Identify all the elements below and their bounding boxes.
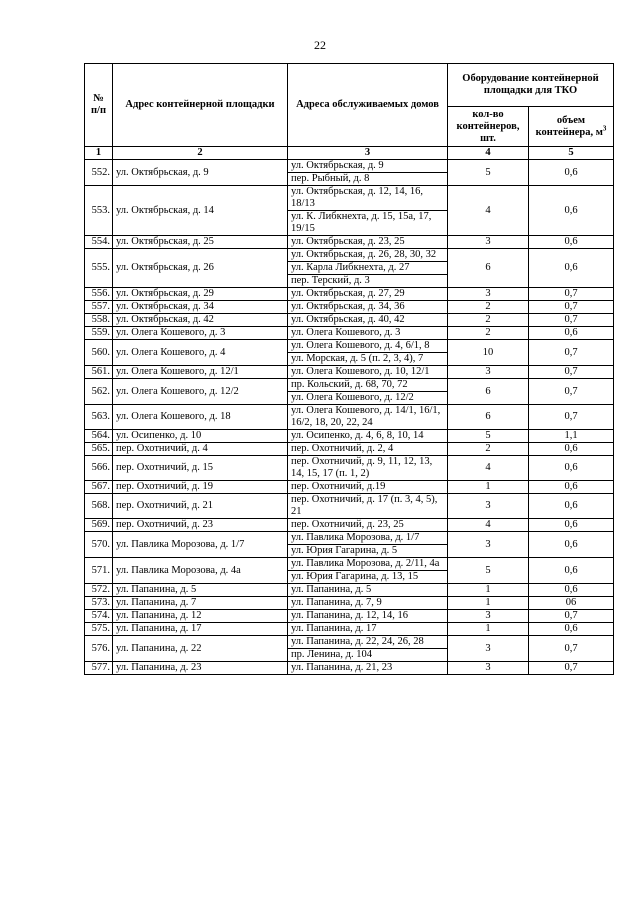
container-volume: 0,6 [529,623,614,636]
container-volume: 0,7 [529,662,614,675]
table-row [85,597,614,610]
served-house-address: ул. Октябрьская, д. 26, 28, 30, 32 [288,249,448,262]
container-volume: 06 [529,597,614,610]
platform-address: пер. Охотничий, д. 15 [113,456,288,481]
container-volume: 0,7 [529,288,614,301]
served-house-address: пер. Терский, д. 3 [288,275,448,288]
header-volume-sup: 3 [602,124,607,132]
served-house-address: ул. К. Либкнехта, д. 15, 15а, 17, 19/15 [288,211,448,236]
index-cell: 3 [288,147,448,160]
served-house-address: ул. Октябрьская, д. 40, 42 [288,314,448,327]
container-count: 2 [448,327,529,340]
container-count: 1 [448,623,529,636]
platform-address: ул. Октябрьская, д. 25 [113,236,288,249]
container-volume: 1,1 [529,430,614,443]
served-house-address: ул. Юрия Гагарина, д. 5 [288,545,448,558]
row-number: 577. [85,662,113,675]
served-house-address: пер. Охотничий, д. 9, 11, 12, 13, 14, 15, 17 (п. 1, 2) [288,456,448,481]
served-house-address: ул. Олега Кошевого, д. 4, 6/1, 8 [288,340,448,353]
container-count: 5 [448,430,529,443]
container-volume: 0,7 [529,610,614,623]
row-number: 567. [85,481,113,494]
container-volume: 0,7 [529,340,614,366]
table-row [85,662,614,675]
container-volume: 0,6 [529,249,614,288]
table-row [85,301,614,314]
served-house-address: пер. Рыбный, д. 8 [288,173,448,186]
platform-address: ул. Олега Кошевого, д. 12/2 [113,379,288,405]
container-volume: 0,6 [529,481,614,494]
served-house-address: пр. Кольский, д. 68, 70, 72 [288,379,448,392]
platform-address: пер. Охотничий, д. 23 [113,519,288,532]
served-house-address: ул. Олега Кошевого, д. 12/2 [288,392,448,405]
served-house-address: ул. Павлика Морозова, д. 2/11, 4а [288,558,448,571]
table-row [85,405,614,430]
index-cell: 4 [448,147,529,160]
container-volume: 0,6 [529,186,614,236]
table-row [85,160,614,173]
row-number: 570. [85,532,113,558]
container-count: 3 [448,636,529,662]
container-sites-table [84,63,614,675]
row-number: 566. [85,456,113,481]
platform-address: ул. Осипенко, д. 10 [113,430,288,443]
page-number: 22 [314,38,326,52]
table-row [85,249,614,262]
platform-address: ул. Октябрьская, д. 14 [113,186,288,236]
platform-address: пер. Охотничий, д. 21 [113,494,288,519]
row-number: 572. [85,584,113,597]
served-house-address: ул. Павлика Морозова, д. 1/7 [288,532,448,545]
header-houses: Адреса обслуживаемых домов [288,64,448,147]
header-volume [529,107,614,147]
platform-address: ул. Олега Кошевого, д. 12/1 [113,366,288,379]
row-number: 565. [85,443,113,456]
container-count: 3 [448,494,529,519]
container-volume: 0,6 [529,519,614,532]
row-number: 563. [85,405,113,430]
header-volume-text: объем контейнера, м [535,114,603,138]
row-number: 555. [85,249,113,288]
served-house-address: ул. Папанина, д. 22, 24, 26, 28 [288,636,448,649]
served-house-address: ул. Олега Кошевого, д. 10, 12/1 [288,366,448,379]
row-number: 552. [85,160,113,186]
table-row [85,494,614,519]
container-volume: 0,6 [529,532,614,558]
served-house-address: ул. Юрия Гагарина, д. 13, 15 [288,571,448,584]
table-row [85,186,614,211]
platform-address: ул. Октябрьская, д. 9 [113,160,288,186]
container-count: 1 [448,597,529,610]
served-house-address: ул. Морская, д. 5 (п. 2, 3, 4), 7 [288,353,448,366]
table-row [85,236,614,249]
container-count: 2 [448,314,529,327]
platform-address: ул. Папанина, д. 23 [113,662,288,675]
container-count: 6 [448,405,529,430]
container-count: 10 [448,340,529,366]
served-house-address: ул. Папанина, д. 12, 14, 16 [288,610,448,623]
platform-address: ул. Папанина, д. 12 [113,610,288,623]
container-count: 6 [448,249,529,288]
header-num: № п/п [85,64,113,147]
table-row [85,430,614,443]
container-count: 3 [448,288,529,301]
container-count: 1 [448,584,529,597]
served-house-address: пр. Ленина, д. 104 [288,649,448,662]
served-house-address: ул. Октябрьская, д. 12, 14, 16, 18/13 [288,186,448,211]
platform-address: ул. Октябрьская, д. 34 [113,301,288,314]
table-row [85,623,614,636]
container-volume: 0,6 [529,443,614,456]
table-row [85,532,614,545]
table-row [85,366,614,379]
container-volume: 0,7 [529,405,614,430]
platform-address: ул. Папанина, д. 17 [113,623,288,636]
container-volume: 0,6 [529,494,614,519]
row-number: 571. [85,558,113,584]
row-number: 569. [85,519,113,532]
header-count: кол-во контейнеров, шт. [448,107,529,147]
container-volume: 0,6 [529,558,614,584]
container-volume: 0,7 [529,379,614,405]
row-number: 562. [85,379,113,405]
container-count: 4 [448,186,529,236]
container-count: 3 [448,366,529,379]
container-count: 4 [448,456,529,481]
container-count: 1 [448,481,529,494]
served-house-address: ул. Октябрьская, д. 27, 29 [288,288,448,301]
table-row [85,584,614,597]
served-house-address: пер. Охотничий, д. 17 (п. 3, 4, 5), 21 [288,494,448,519]
container-count: 3 [448,532,529,558]
table-row [85,610,614,623]
table-body [85,160,614,675]
index-row [85,147,614,160]
table-row [85,340,614,353]
container-count: 5 [448,558,529,584]
platform-address: ул. Олега Кошевого, д. 18 [113,405,288,430]
row-number: 558. [85,314,113,327]
row-number: 564. [85,430,113,443]
row-number: 573. [85,597,113,610]
container-volume: 0,6 [529,456,614,481]
served-house-address: пер. Охотничий, д.19 [288,481,448,494]
served-house-address: ул. Октябрьская, д. 23, 25 [288,236,448,249]
container-volume: 0,7 [529,301,614,314]
table-row [85,558,614,571]
platform-address: ул. Павлика Морозова, д. 4а [113,558,288,584]
container-count: 3 [448,610,529,623]
index-cell: 1 [85,147,113,160]
platform-address: ул. Папанина, д. 7 [113,597,288,610]
table-row [85,327,614,340]
container-count: 2 [448,443,529,456]
served-house-address: пер. Охотничий, д. 23, 25 [288,519,448,532]
row-number: 576. [85,636,113,662]
served-house-address: ул. Олега Кошевого, д. 3 [288,327,448,340]
served-house-address: ул. Олега Кошевого, д. 14/1, 16/1, 16/2, 18, 20, 22, 24 [288,405,448,430]
container-count: 4 [448,519,529,532]
container-volume: 0,6 [529,584,614,597]
platform-address: ул. Октябрьская, д. 29 [113,288,288,301]
container-volume: 0,7 [529,314,614,327]
row-number: 560. [85,340,113,366]
served-house-address: ул. Октябрьская, д. 9 [288,160,448,173]
container-count: 6 [448,379,529,405]
header-platform: Адрес контейнерной площадки [113,64,288,147]
row-number: 559. [85,327,113,340]
index-cell: 5 [529,147,614,160]
served-house-address: ул. Папанина, д. 7, 9 [288,597,448,610]
served-house-address: ул. Карла Либкнехта, д. 27 [288,262,448,275]
row-number: 553. [85,186,113,236]
row-number: 568. [85,494,113,519]
table-row [85,443,614,456]
served-house-address: ул. Папанина, д. 17 [288,623,448,636]
container-count: 3 [448,236,529,249]
platform-address: ул. Олега Кошевого, д. 4 [113,340,288,366]
served-house-address: ул. Папанина, д. 5 [288,584,448,597]
platform-address: ул. Октябрьская, д. 26 [113,249,288,288]
served-house-address: пер. Охотничий, д. 2, 4 [288,443,448,456]
table-header [85,64,614,160]
container-volume: 0,7 [529,366,614,379]
container-volume: 0,7 [529,636,614,662]
platform-address: ул. Павлика Морозова, д. 1/7 [113,532,288,558]
platform-address: ул. Папанина, д. 5 [113,584,288,597]
container-count: 3 [448,662,529,675]
served-house-address: ул. Папанина, д. 21, 23 [288,662,448,675]
platform-address: пер. Охотничий, д. 19 [113,481,288,494]
container-count: 5 [448,160,529,186]
table-row [85,379,614,392]
row-number: 557. [85,301,113,314]
platform-address: ул. Олега Кошевого, д. 3 [113,327,288,340]
container-volume: 0,6 [529,160,614,186]
served-house-address: ул. Осипенко, д. 4, 6, 8, 10, 14 [288,430,448,443]
header-equipment: Оборудование контейнерной площадки для ТКО [448,64,614,107]
table-row [85,481,614,494]
container-count: 2 [448,301,529,314]
table-row [85,519,614,532]
table-row [85,288,614,301]
row-number: 554. [85,236,113,249]
platform-address: пер. Охотничий, д. 4 [113,443,288,456]
table-row [85,456,614,481]
row-number: 575. [85,623,113,636]
platform-address: ул. Папанина, д. 22 [113,636,288,662]
container-volume: 0,6 [529,327,614,340]
row-number: 574. [85,610,113,623]
table-row [85,636,614,649]
container-volume: 0,6 [529,236,614,249]
row-number: 561. [85,366,113,379]
row-number: 556. [85,288,113,301]
platform-address: ул. Октябрьская, д. 42 [113,314,288,327]
served-house-address: ул. Октябрьская, д. 34, 36 [288,301,448,314]
table-row [85,314,614,327]
index-cell: 2 [113,147,288,160]
